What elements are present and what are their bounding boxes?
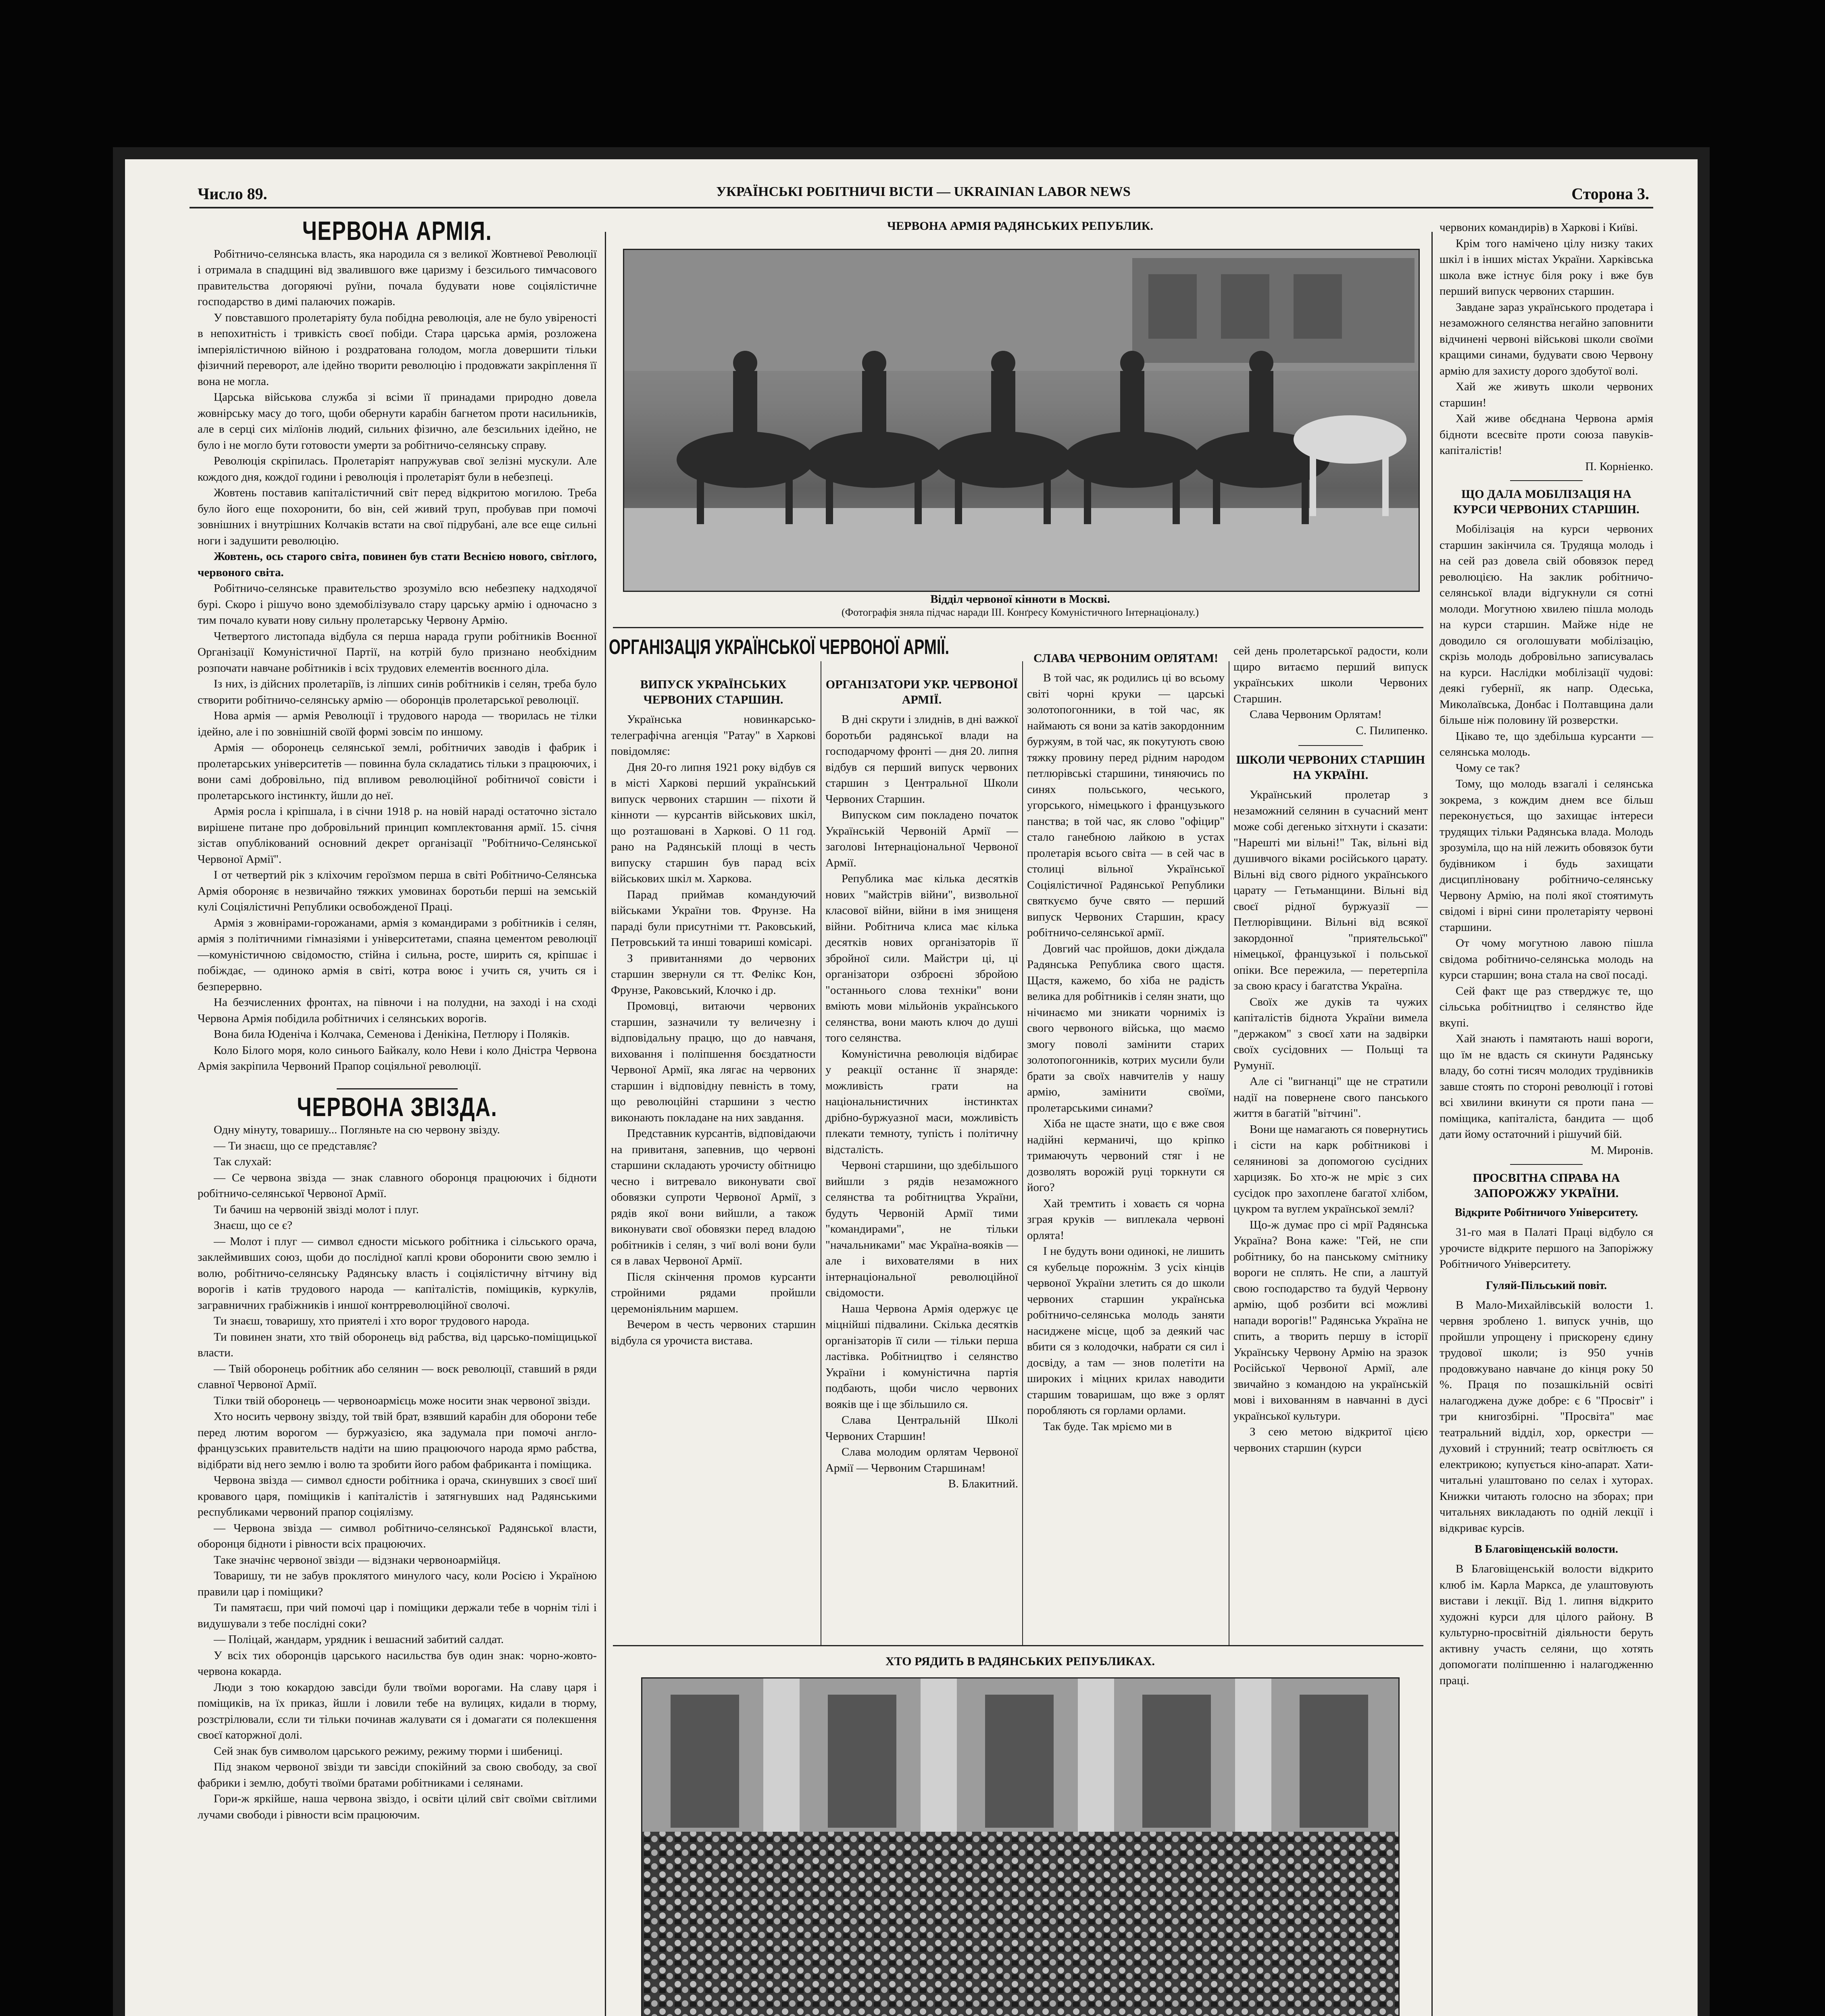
paragraph: Своїх же дуків та чужих капіталістів біднота України вимела "держаком" з своєї хати на задвірки своїх сусідовних — Польщі та Румунії. [1233,995,1428,1072]
newspaper-page [125,159,1698,2016]
masthead: УКРАЇНСЬКІ РОБІТНИЧІ ВІСТИ — UKRAINIAN LABOR NEWS [716,184,1131,199]
column-b [825,671,1018,1639]
author-signature: С. Пилипенко. [1356,724,1428,737]
paragraph: Червоні старшини, що здебільшого вийшли з рядів незаможного селянства та робітництва України, будуть Червоній Армії тими "командирами", не тільки "начальниками" має Україна-вояків — але і вихователями в них інтернаціональної революційної свідомости. [825,1159,1018,1299]
paragraph: Коло Білого моря, коло синього Байкалу, коло Неви і коло Дністра Червона Армія закріпила Червоний Прапор соціяльної революції. [198,1043,597,1073]
article-subheading: В Благовіщенській волости. [1475,1543,1618,1556]
caption-note: (Фотографія зняла підчас наради III. Конґресу Комуністичного Інтернаціоналу.) [841,606,1199,618]
paragraph: Товаришу, ти не забув проклятого минулого часу, коли Росією і Україною правили цар і поміщики? [198,1569,597,1598]
article-heading: ВИПУСК УКРАЇНСЬКИХ ЧЕРВОНИХ СТАРШИН. [640,678,787,706]
paragraph: Жовтень поставив капіталістичний світ перед відкритою могилою. Треба було його еще похоронити, бо він, сей живий труп, пробував при помочі зовнішних і внутрішних Колчаків встати на свої підрубані, але все еще сильні ноги і задушити революцію. [198,486,597,547]
paragraph: Наша Червона Армія одержує це міцнійші підвалини. Скілька десятків організаторів її сили — тільки перша ластівка. Робітництво і селянство України і комуністична партія подбають, щоби число червоних вояків ще і ще збільшило ся. [825,1302,1018,1411]
paragraph: Робітничо-селянське правительство зрозуміло всю небезпеку надходячої бурі. Скоро і рішучо воно здемобілізувало стару царську армію і одночасно з тим почало кувати нову сильну пролетарську Червону Армію. [198,582,597,627]
paragraph: Сей знак був символом царського режиму, режиму тюрми і шибениці. [214,1744,563,1758]
paragraph: червоних командирів) в Харкові і Київі. [1440,221,1638,234]
paragraph: Крім того намічено цілу низку таких шкіл і в інших містах України. Харківська школа вже істнує біля року і вже був перший випуск червоних старшин. [1440,237,1653,298]
paragraph: Сей факт ще раз стверджує те, що сільська робітництво і селянство йде вкупі. [1440,984,1653,1029]
paragraph: От чому могутною лавою пішла свідома робітничо-селянська молодь на курси старшин; вона стала на свої посаді. [1440,937,1653,981]
section-rule [613,627,1423,628]
paragraph: І не будуть вони одинокі, не лишить ся кубельце порожнім. З усіх кінців червоної України злетить ся до школи червоних старшин українська робітничо-селянська молодь заняти насиджене місце, щоб за деякий час вбити ся з колодочки, набрати ся сил і досвіду, а там — знов полетіти на широких і міцних крилах наводити старшим товаришам, що вже з орлят поробляють ся горлами орлами. [1027,1245,1225,1417]
paragraph: З привитаннями до червоних старшин звернули ся тт. Фелікс Кон, Фрунзе, Раковський, Клочко і др. [611,952,816,997]
paragraph: — Се червона звізда — знак славного оборонця працюючих і бідноти робітничо-селянської Червоної Армії. [198,1171,597,1200]
section-title: ОРГАНІЗАЦІЯ УКРАЇНСЬКОЇ ЧЕРВОНОЇ АРМІЇ. [609,635,950,659]
paragraph: Вечером в честь червоних старшин відбула ся урочиста вистава. [611,1318,816,1347]
paragraph: Довгий час пройшов, доки діждала Радянська Република свого щастя. Щастя, кажемо, бо хіба не радість велика для робітників і селян знати, що нічинаємо ми зникати чорниміх із свого червоного війська, що маємо змогу поволі замінити старих золотопогонників, котрих мусили були брати за своїх навчителів у нашу армію, замінити своїми, пролетарськими синами? [1027,942,1225,1114]
paragraph: Український пролетар з незаможний селянин в сучасний мент може собі дегенько зітхнути і сказати: "Нарешті ми вільні!" Так, вільні від душивчого віками російського царату. Вільні від свого рідного українського царату — Гетьманщини. Вільні від своєї рідної буржуазії — Петлюрівщини. Вільні від всякої закордонної "приятельської" німецької, французької і польської опіки. Все пережила, — перетерпіла за свою красу і багатства Україна. [1233,788,1428,992]
photo-caption [623,593,1417,619]
paragraph: В Мало-Михайлівській волости 1. червня зроблено 1. випуск учнів, що пройшли упрощену і прискорену єдину трудової школи; із 950 учнів продовжувано навчане до кінця року 50 %. Праця по позашкільній освіті налагоджена дуже добре: є 6 "Просвіт" і три книгозбірні. "Просвіта" має театральний відділ, хор, оркестри — духовий і струнний; театр освітлюєть ся електрикою; купується кіно-апарат. Хати-читальні улаштовано по селах і хуторах. Книжки читають голосно на зборах; при читальнях викладають по одній лекції і відкриває курсів. [1440,1298,1653,1535]
paragraph: Република має кілька десятків нових "майстрів війни", визвольної класової війни, війни в імя знищеня війни. Робітнича клиса має кілька десятків нових організаторів її збройної сили. Майстри ці, ці організатори озброєні збройою "останнього слова техніки" вони вміють мови мільйонів українського селянства, вони мають ключ до душі того селянства. [825,872,1018,1044]
section-divider [337,1088,458,1089]
paragraph: У всіх тих оборонців царського насильства був один знак: чорно-жовто-червона кокарда. [198,1649,597,1678]
paragraph: сей день пролетарської радости, коли щиро витаємо перший випуск українських школи Червоних Старшин. [1233,644,1428,705]
paragraph: Слава Центральній Школі Червоних Старшин! [825,1414,1018,1443]
paragraph: Хай же живуть школи червоних старшин! [1440,380,1653,409]
paragraph: Завдане зараз українського продетара і незаможного селянства негайно заповнити відчинені червоні військові школи своїми кращими синами, будувати свою Червону армію для захисту дорого здобутої волі. [1440,300,1653,377]
column-d [1233,643,1428,1641]
paragraph: Чому се так? [1456,761,1520,775]
page-number: Сторона 3. [1571,185,1649,203]
paragraph: Тілки твій оборонець — червоноармієць може носити знак червоної звізди. [214,1394,591,1407]
paragraph: — Червона звізда — символ робітничо-селянської Радянської власти, оборонця бідноти і рівности всіх працюючих. [198,1521,597,1550]
paragraph: Хай знають і памятають наші вороги, що їм не вдасть ся скинути Радянську владу, бо сотні тисяч молодих трудівників завше стоять по стороні революції і готові всі хвилини вкинути ся проти пана — поміщика, капіталіста, бандита — щоб дати йому остаточний і рішучий бій. [1440,1032,1653,1141]
paragraph: Робітничо-селянська власть, яка народила ся з великої Жовтневої Революції і отримала в спадщині від звалившого вже царизму і безсилього тимчасового правительства догоряючі руїни, почала будувати нове соціялістичне господарство в димі палаючих пожарів. [198,247,597,308]
paragraph: — Ти знаєш, що се представляє? [214,1139,377,1152]
cavalry-photo [623,249,1420,592]
column-rule [1431,232,1433,2016]
paragraph: В дні скрути і злиднів, в дні важкої боротьби радянської влади на господарчому фронті — дня 20. липня відбув ся перший випуск червоних старшин з Центральної Школи Червоних Старшин. [825,713,1018,806]
paragraph: — Молот і плуг — символ єдности міського робітника і сільського орача, заклеймивших союз, щоби до послідної каплі крови оборонити свою землю і волю, робітничо-селянську Радянську власть і соціялістичну вітчину від ворогів і катів трудового народа — капіталістів, поміщиків, куркулів, загравничних грабіжників і иншої контрреволюційної сволочі. [198,1235,597,1312]
article-heading: ШКОЛИ ЧЕРВОНИХ СТАРШИН НА УКРАЇНІ. [1236,753,1425,782]
paragraph: Жовтень, ось старого світа, повинен був стати Веснією нового, світлого, червоного світа. [198,550,597,579]
paragraph: Хіба не щасте знати, що є вже своя надійні керманичі, що кріпко тримаючуть червоний стяг і не дозволять ворожій руці торкнути ся його? [1027,1117,1225,1194]
paragraph: Вони ще намагають ся повернутись і сісти на карк робітникові і селянинові за допомогою сусідних харцизяк. Бо хто-ж не мріє з сих сусідок про захоплене багатої хлібом, цукром та вуглем української землі? [1233,1123,1428,1215]
paragraph: Але сі "вигнанці" ще не стратили надії на повернене свого панського життя в багатій "вітчині". [1233,1075,1428,1120]
paragraph: Четвертого листопада відбула ся перша нарада групи робітників Воєнної Організації Комуністичної Партії, на котрій було признано необхідним розпочати навчане робітників і всіх трудових елементів воєнного діла. [198,629,597,675]
article-subheading: Гуляй-Пільський повіт. [1485,1279,1607,1292]
paragraph: Ти памятаєш, при чий помочі цар і поміщики держали тебе в чорнім тілі і видушували з тебе послідні соки? [198,1601,597,1630]
paragraph: Комуністична революція відбирає у реакції останнє її знаряде: можливість грати на національнистичних інстинктах дрібно-буржуазної маси, можливість плекати темноту, тупість і політичну відсталість. [825,1047,1018,1156]
paragraph: Випуском сим покладено початок Українській Червоній Армії — заголові Інтернаціональної Червоної Армії. [825,808,1018,869]
paragraph: Парад приймав командуючий військами України тов. Фрунзе. На параді були присутніми тт. Раковський, Петровський та инші товариші комісарі. [611,888,816,949]
paragraph: В той час, як родились ці во всьому світі чорні круки — царські золотопогонники, в той час, як наймають ся вони за катів закордонним буржуям, в той час, як покутують свою тяжку провину перед рідним народом петлюрівські старшини, тиняючись по синях польського, чеського, угорського, німецького і французького панства; в той час, як слово "офіцир" стало ганебною лайкою в устах пролетарія всього світа — в сей час в столиці вільної Української Соціялістичної Радянської Републики святкуємо буче свято — перший випуск Червоних Старшин, красу робітничо-селянської армії. [1027,671,1225,939]
paragraph: Царська військова служба зі всіми її принадами природно довела жовнірську масу до того, щоби обернути карабін багнетом проти насильників, але в серці сих мілїонів людий, сильних фізично, але безсильних ідейно, не було і не могло бути готовости умерти за робітничо-селянську справу. [198,391,597,452]
article-title: ЧЕРВОНА АРМІЯ. [302,220,492,246]
paragraph: Промовці, витаючи червоних старшин, зазначили ту величезну і відповідальну працю, що до навчаня, виховання і поліпшення боєздатности Червоної Армії, яка лягає на червоних старшин і відповідну певність в тому, що революційні старшини з честю виконають покладане на них завдання. [611,1000,816,1124]
page-header [198,184,1649,208]
paragraph: Армія з жовнірами-горожанами, армія з командирами з робітників і селян, армія з політичними гімназіями і університетами, спаяна цементом революції—комуністичною свідомостю, стійна і сильна, росте, ширить ся, кріпшає і побіждає, — одиноко армія в світі, котра воює і учить ся, учить ся і безперервно. [198,916,597,993]
column-a [611,671,816,1639]
article-heading: ПРОСВІТНА СПРАВА НА ЗАПОРОЖЖУ УКРАЇНИ. [1473,1171,1620,1200]
column-c [1027,645,1225,1641]
section-divider [1510,1164,1583,1165]
paragraph: Армія — оборонець селянської землі, робітничих заводів і фабрик і пролетарських університетів — повинна була складатись тільки з працюючих, і вони самі добровільно, під впливом революційної робітничої совісти і пролетарського інстинкту, йшли до неї. [198,741,597,802]
author-signature: В. Блакитний. [948,1477,1018,1490]
author-signature: П. Корніенко. [1585,460,1653,473]
paragraph: Під знаком червоної звізди ти завсіди спокійний за свою свободу, за свої фабрики і землю, добуті твоїми братами робітниками і селянами. [198,1760,597,1789]
paragraph: Червона звізда — символ єдности робітника і орача, скинувших з своєї шиї кровавого царя, поміщиків і капіталістів і затягнувших над Радянськими республиками червоний прапор соціялізму. [198,1474,597,1518]
section-divider [1298,745,1363,746]
paragraph: На безчисленних фронтах, на півночи і на полудни, на заході і на сході Червона Армія побідила робітничих і селянських ворогів. [198,996,597,1025]
article-title: ЧЕРВОНА ЗВІЗДА. [297,1091,498,1122]
council-photo [641,1677,1400,2016]
paragraph: Хто носить червону звізду, той твій брат, взявший карабін для оборони тебе перед лютим ворогом — буржуазією, яка задумала при помочі англо-французських правительств надіти на шию працюючого народа ярмо рабства, відібрати від него землю і волю та зробити його рабом фабриканта і поміщика. [198,1410,597,1471]
paragraph: Ти повинен знати, хто твій оборонець від рабства, від царсько-поміщицької власти. [198,1330,597,1359]
paragraph: У повставшого пролетаріяту була побідна революція, але не було увіреності в непохитність і тривкість своєї побіди. Стара царська армія, розложена імперіялістичною війною і роздратована голодом, могла довершити тільки фізичний переворот, але ідейно творити революцію і продовжати закріплення її вона не могла. [198,311,597,388]
paragraph: Одну мінуту, товаришу... Погляньте на сю червону звізду. [214,1123,500,1136]
paragraph: Так буде. Так мріємо ми в [1043,1420,1172,1433]
article-heading: СЛАВА ЧЕРВОНИМ ОРЛЯТАМ! [1033,652,1219,665]
paragraph: Із них, із дійсних пролетаріїв, із ліпших синів робітників і селян, треба було створити робітничо-селянську армію — оборонців пролетарської революції. [198,677,597,706]
paragraph: Вона била Юденіча і Колчака, Семенова і Денікіна, Петлюру і Поляків. [214,1028,570,1041]
paragraph: Ти знаєш, товаришу, хто приятелі і хто ворог трудового народа. [214,1314,530,1327]
paragraph: Слава Червоним Орлятам! [1250,708,1382,721]
paragraph: Так слухай: [214,1155,272,1168]
issue-number: Число 89. [198,185,267,203]
section-rule [613,1645,1423,1646]
paragraph: Тому, що молодь взагалі і селянська зокрема, з кождим днем все більш переконується, що захищає інтереси трудящих тільки Радянська влада. Молодь зрозуміла, що на ній лежить обовязок бути будівником і будь захищати дисципліновану робітничо-селянську Червону Армію, на полі якої стоятимуть свідомі і вірні сини пролетаріяту червоні старшини. [1440,777,1653,934]
author-signature: М. Миронів. [1590,1143,1653,1157]
article-heading: ОРГАНІЗАТОРИ УКР. ЧЕРВОНОЇ АРМІЇ. [825,678,1018,706]
paragraph: І от четвертий рік з кліхочим героїзмом перша в світі Робітничо-Селянська Армія обороняє в незвичайно тяжких умовинах боротьби перші на земській кулі Соціялістичні Републики освобожденої Праці. [198,868,597,913]
council-illustration [642,1679,1398,2016]
photo-title: ХТО РЯДИТЬ В РАДЯНСЬКИХ РЕПУБЛИКАХ. [885,1655,1155,1668]
paragraph: 31-го мая в Палаті Праці відбуло ся урочисте відкрите першого на Запоріжжу Робітничого Університету. [1440,1226,1653,1270]
paragraph: Знаєш, що се є? [214,1219,292,1232]
column-rule [1022,661,1023,1645]
paragraph: Після скінчення промов курсанти стройними рядами пройшли церемоніяльним маршем. [611,1270,816,1315]
paragraph: Цікаво те, що здебільша курсанти — селянська молодь. [1440,729,1653,758]
paragraph: Революція скріпилась. Пролетаріят напружував свої зелізні мускули. Але кождого дня, кождої години і революція і пролетаріят були в небезпеці. [198,454,597,483]
paragraph: — Поліцай, жандарм, урядник і вешасний забитий салдат. [214,1633,504,1646]
paragraph: Гори-ж яркійше, наша червона звіздо, і освіти цілий світ своїми світлими лучами свободи і рівности всім працюючим. [198,1792,597,1821]
paragraph: Хай живе обєднана Червона армія бідноти всесвіте проти союза павуків-капіталістів! [1440,412,1653,457]
caption-title: Відділ червоної кінноти в Москві. [930,593,1110,606]
section-divider [1510,480,1583,481]
header-rule [190,207,1653,208]
paragraph: Таке значінє червоної звізди — відзнаки червоноармійця. [214,1553,501,1566]
column-e [1440,220,1653,2016]
column-rule [605,232,606,2016]
paragraph: Ти бачиш на червоній звізді молот і плуг. [214,1203,419,1216]
column-1 [198,220,597,2016]
article-heading: ЩО ДАЛА МОБІЛІЗАЦІЯ НА КУРСИ ЧЕРВОНИХ СТАРШИН. [1453,487,1640,516]
photo-title: ЧЕРВОНА АРМІЯ РАДЯНСЬКИХ РЕПУБЛИК. [887,219,1154,233]
cavalry-illustration [624,250,1419,591]
paragraph: Мобілізація на курси червоних старшин закінчила ся. Трудяща молодь і на сей раз довела свій обовязок перед революцією. На заклик робітничо-селянської влади відгукнули ся сотні молоди. Могутною хвилею пішла молодь на курси старшин. Майже ніде не доводило ся оголошувати мобілізацію, скрізь молодь добровільно записувалась на курси. Наслідки мобілізації чудові: деякі губернії, як напр. Одеська, Миколаївська, Донбас і Полтавщина дали більше ніж половину їй розверстки. [1440,523,1653,727]
paragraph: Українська новинкарсько-телеграфічна агенція "Ратау" в Харкові повідомляє: [611,713,816,758]
paragraph: Армія росла і кріпшала, і в січни 1918 р. на новій нараді остаточно зістало вирішене питане про добровільний принцип комплектовання армії. 15. січня зістав опублікований основний декрет організації "Робітничо-Селянської Червоної Армії". [198,805,597,866]
paragraph: Слава молодим орлятам Червоної Армії — Червоним Старшинам! [825,1445,1018,1475]
org-section-title [609,635,950,659]
paragraph: Нова армія — армія Революції і трудового народа — творилась не тілки ідейно, але і по зовнішній своїй формі зовсім по иншому. [198,709,597,738]
article-subheading: Відкрите Робітничого Університету. [1454,1206,1638,1219]
paragraph: Люди з тою кокардою завсіди були твоїми ворогами. На славу царя і поміщиків, на їх приказ, йшли і ловили тебе на вулицях, кидали в тюрму, розстрілювали, єсли ти тільки починав жалувати ся і домагати ся полекшення своєї каторжної долі. [198,1681,597,1741]
paragraph: Представник курсантів, відповідаючи на привитаня, запевнив, що червоні старшини складають урочисту обітницю чесно і витревало виконувати свої обовязки супроти Червоної Армії, з рядів якої вони вийшли, а також виконувати свої обовязки перед владою робітників і селян, з чиї волі вони були ся в лавах Червоної Армії. [611,1127,816,1267]
paragraph: — Твій оборонець робітник або селянин — воєк революції, ставший в ряди славної Червоної Армії. [198,1362,597,1391]
paragraph: Що-ж думає про сі мрії Радянська Україна? Вона каже: "Гей, не спи робітнику, бо на панському смітнику вороги не сплять. Не спи, а лаштуй свою господарство та будуй Червону армію, щоб розбити всі можливі напади ворогів!" Радянська Україна не спить, а творить першу в історії Українську Червону Армію на зразок Російської Червоної Армії, але звичайно з командою на українській мові і вихованням в навчанні в дусі української культури. [1233,1218,1428,1422]
paragraph: Хай тремтить і ховаєть ся чорна зграя круків — виплекала червоні орлята! [1027,1197,1225,1242]
paragraph: Дня 20-го липня 1921 року відбув ся в місті Харкові перший український випуск червоних старшин — піхоти й кінноти — курсантів військових шкіл, що розташовані в Харкові. О 11 год. рано на Радянській площі в честь випуску старшин був парад всіх військових шкіл м. Харкова. [611,760,816,885]
paragraph: В Благовіщенській волости відкрито клюб ім. Карла Маркса, де улаштовують вистави і лекції. Від 1. липня відкрито художні курси для цілого району. В культурно-просвітній діяльности беруть активну участь селяни, що хотять допомогати поліпшенню і налагодженню праці. [1440,1562,1653,1687]
paragraph: З сею метою відкритої цією червоних старшин (курси [1233,1425,1428,1454]
